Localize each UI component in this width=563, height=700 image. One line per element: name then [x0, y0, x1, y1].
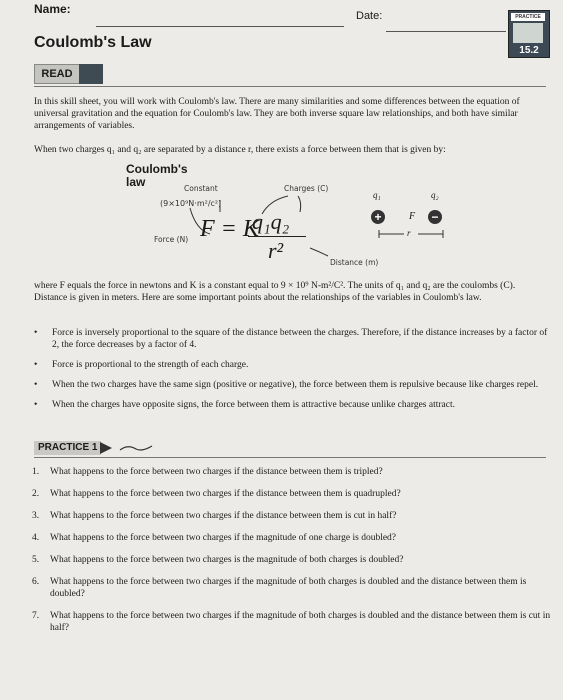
- book-icon: [79, 64, 103, 84]
- question-text: What happens to the force between two charges if the distance between them is tripled?: [50, 467, 383, 477]
- list-item: • When the two charges have the same sign (positive or negative), the force between them is repulsive because like charges repel.: [34, 379, 554, 391]
- question-number: 4.: [32, 533, 40, 543]
- question-text: What happens to the force between two charges if the magnitude of one charge is doubled?: [50, 533, 397, 543]
- practice-arrow-icon: [100, 440, 160, 456]
- formula-numerator: q₁q₂: [252, 209, 290, 234]
- list-item: • Force is proportional to the strength of each charge.: [34, 359, 554, 371]
- charge-q2-label: q₂: [431, 190, 439, 200]
- formula-left: F = K: [200, 216, 259, 242]
- question-item: [32, 554, 562, 566]
- name-line: [96, 26, 344, 27]
- date-label: Date:: [356, 10, 383, 22]
- question-item: [32, 532, 562, 544]
- fraction-bar: [248, 236, 306, 237]
- read-badge: READ: [34, 64, 80, 84]
- distance-symbol: r: [407, 228, 411, 238]
- question-item: [32, 466, 562, 478]
- intro-paragraph: In this skill sheet, you will work with Coulomb's law. There are many similarities and some differences between the equation of universal gravitation and the equation for Coulomb's law. They are both inverse square law relationships, and both have similar arrangements of variables.: [34, 97, 520, 131]
- badge-top-label: PRACTICE: [511, 13, 545, 21]
- practice-divider: [34, 457, 546, 458]
- charges-label: Charges (C): [284, 184, 329, 193]
- question-item: [32, 576, 562, 600]
- question-text: What happens to the force between two charges if the distance between them is quadrupled?: [50, 489, 401, 499]
- name-label: Name:: [34, 2, 71, 16]
- list-item: • When the charges have opposite signs, the force between them is attractive because unlike charges attract.: [34, 399, 554, 411]
- practice-badge-label: PRACTICE 1: [34, 441, 101, 455]
- question-text: What happens to the force between two charges if the magnitude of both charges is doubled and the distance between them is doubled?: [50, 577, 527, 599]
- force-symbol: F: [409, 211, 416, 222]
- question-item: [32, 610, 562, 634]
- force-statement: When two charges q₁ and q₂ are separated by a distance r, there exists a force between them that is given by:: [34, 145, 446, 155]
- question-text: What happens to the force between two charges if the distance between them is cut in half?: [50, 511, 397, 521]
- negative-charge-icon: −: [428, 210, 442, 224]
- question-item: [32, 488, 562, 500]
- question-text: What happens to the force between two charges is the magnitude of both charges is doubled?: [50, 555, 404, 565]
- constant-value: (9×10⁹N·m²/c²): [160, 199, 222, 208]
- question-number: 3.: [32, 511, 40, 521]
- question-number: 5.: [32, 555, 40, 565]
- practice-badge: [508, 10, 550, 58]
- section-divider: [34, 86, 546, 87]
- formula-denominator: r²: [268, 238, 284, 263]
- question-number: 7.: [32, 611, 40, 621]
- relationship-list: [34, 327, 554, 419]
- question-number: 6.: [32, 577, 40, 587]
- positive-charge-icon: +: [371, 210, 385, 224]
- distance-label: Distance (m): [330, 258, 379, 267]
- badge-graphic-icon: [513, 23, 543, 43]
- list-item: • Force is inversely proportional to the square of the distance between the charges. Therefore, if the distance increases by a factor of 2, the force decreases by a factor of 4.: [34, 327, 554, 351]
- variables-paragraph: where F equals the force in newtons and K is a constant equal to 9 × 10⁹ N-m²/C². The units of q₁ and q₂ are the coulombs (C). Distance is given in meters. Here are some important points about the relationships of the variables in Coulomb's law.: [34, 281, 516, 303]
- question-list: [32, 466, 562, 644]
- distance-arrow-icon: [378, 228, 444, 240]
- constant-label: Constant: [184, 184, 218, 193]
- question-number: 2.: [32, 489, 40, 499]
- date-line: [386, 31, 506, 32]
- question-item: [32, 510, 562, 522]
- force-label: Force (N): [154, 235, 189, 244]
- page-title: Coulomb's Law: [34, 34, 152, 51]
- coulombs-law-heading: Coulomb's law: [126, 162, 188, 189]
- question-number: 1.: [32, 467, 40, 477]
- question-text: What happens to the force between two charges if the magnitude of both charges is doubled and the distance between them is cut in half?: [50, 611, 551, 633]
- charge-q1-label: q₁: [373, 190, 381, 200]
- badge-number: 15.2: [519, 45, 539, 56]
